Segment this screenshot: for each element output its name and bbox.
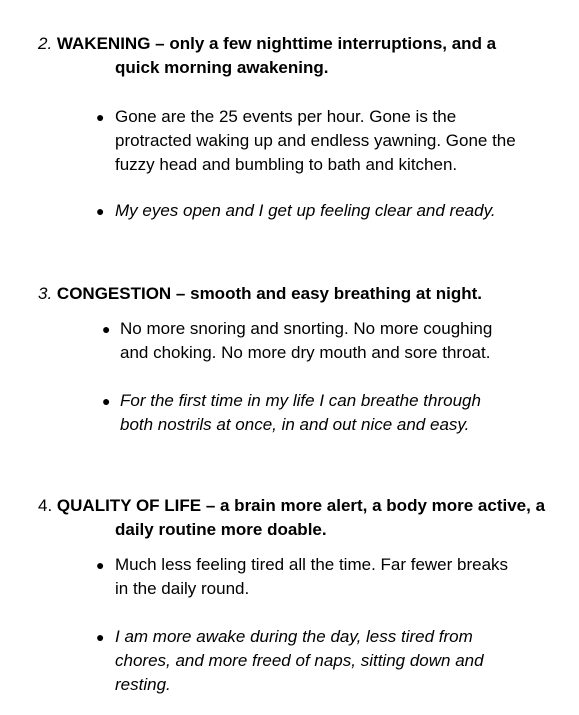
bullet-icon: ● [96, 109, 105, 125]
bullet-icon: ● [96, 629, 105, 645]
section-heading [38, 494, 558, 542]
section-title-continued: quick morning awakening. [115, 58, 329, 77]
list-item-line: My eyes open and I get up feeling clear and ready. [115, 201, 496, 220]
bullet-icon: ● [102, 321, 111, 337]
section-title-continued: daily routine more doable. [115, 520, 327, 539]
list-item [102, 389, 557, 437]
list-item [96, 625, 558, 697]
list-item-line: resting. [115, 675, 171, 694]
list-item-line: protracted waking up and endless yawning. Gone the [115, 131, 516, 150]
bullet-icon: ● [96, 203, 105, 219]
section-number: 3. [38, 284, 53, 303]
list-item [96, 553, 558, 601]
list-item-line: fuzzy head and bumbling to bath and kitchen. [115, 155, 458, 174]
section-title: WAKENING – only a few nighttime interruptions, and a [56, 34, 497, 53]
list-item [102, 317, 557, 365]
section-title: QUALITY OF LIFE – a brain more alert, a body more active, a [56, 496, 546, 515]
list-item-line: Much less feeling tired all the time. Far fewer breaks [115, 555, 509, 574]
list-item [96, 105, 556, 177]
section-heading [38, 32, 558, 80]
list-item-line: chores, and more freed of naps, sitting down and [115, 651, 484, 670]
list-item-line: in the daily round. [115, 579, 250, 598]
section-number: 4. [38, 496, 53, 515]
list-item-line: both nostrils at once, in and out nice and easy. [120, 415, 470, 434]
bullet-icon: ● [96, 557, 105, 573]
list-item-line: Gone are the 25 events per hour. Gone is the [115, 107, 457, 126]
section-heading [38, 282, 558, 306]
list-item-line: I am more awake during the day, less tired from [115, 627, 473, 646]
bullet-icon: ● [102, 393, 111, 409]
section-title: CONGESTION – smooth and easy breathing at night. [56, 284, 482, 303]
list-item-line: and choking. No more dry mouth and sore throat. [120, 343, 491, 362]
list-item-line: No more snoring and snorting. No more coughing [120, 319, 493, 338]
list-item [96, 199, 556, 223]
section-number: 2. [38, 34, 53, 53]
list-item-line: For the first time in my life I can breathe through [120, 391, 481, 410]
